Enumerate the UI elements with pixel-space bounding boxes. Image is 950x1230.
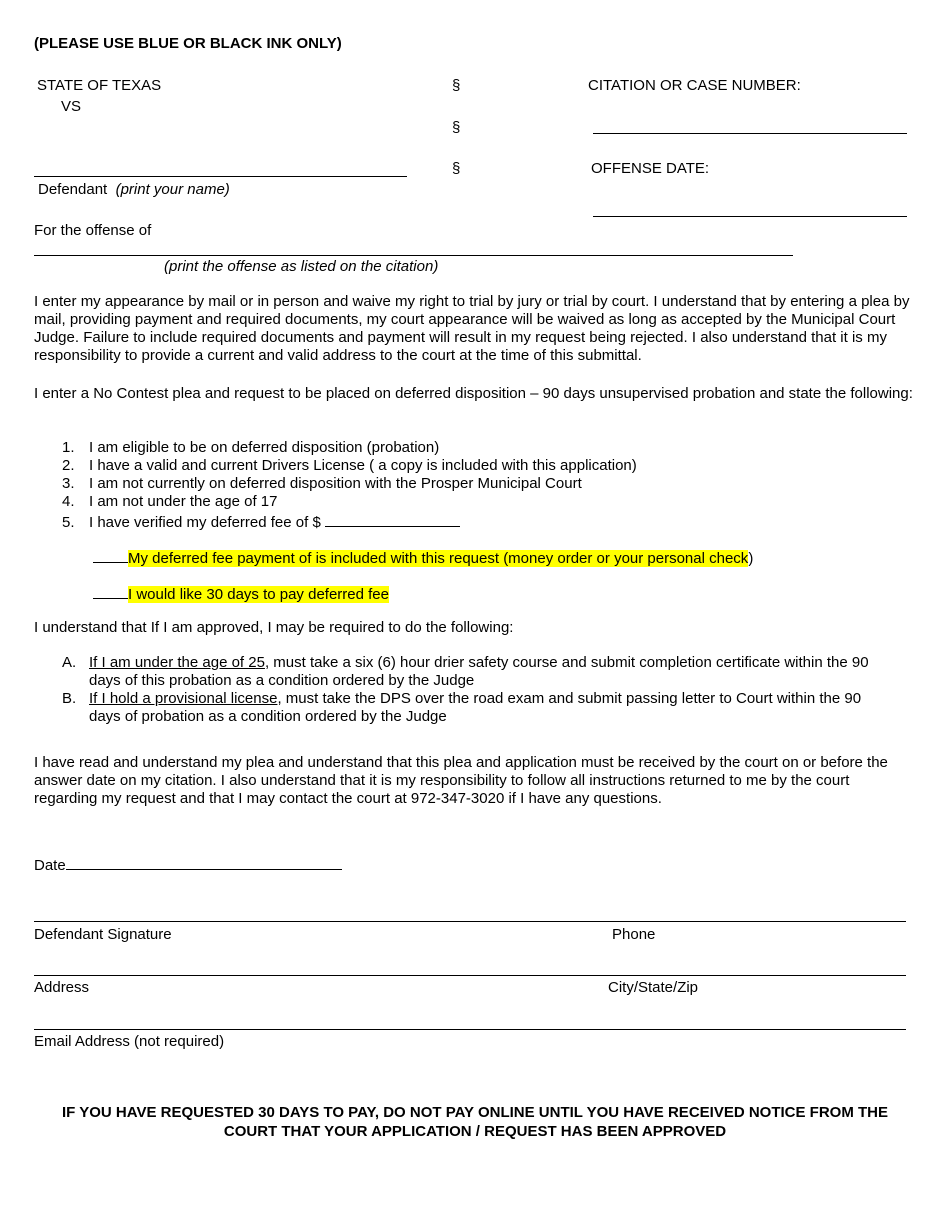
thirty-days-checkbox-line[interactable] [93,583,128,599]
footer-notice [30,1103,920,1141]
footer-line-2: COURT THAT YOUR APPLICATION / REQUEST HAS BEEN APPROVED [223,1123,727,1140]
defendant-signature-label: Defendant Signature [34,926,172,943]
fee-included-option: My deferred fee payment of is included with this request (money order or your personal check) [93,547,753,568]
statement-2: 2. I have a valid and current Drivers License ( a copy is included with this application) [62,457,637,474]
date-field[interactable] [66,854,342,870]
statement-4: 4. I am not under the age of 17 [62,493,278,510]
defendant-name-field[interactable] [34,176,407,177]
plea-paragraph: I enter a No Contest plea and request to be placed on deferred disposition – 90 days unsupervised probation and state the following: [34,385,913,402]
city-state-zip-label: City/State/Zip [608,979,699,996]
offense-date-label: OFFENSE DATE: [591,160,710,177]
citation-label: CITATION OR CASE NUMBER: [588,77,801,94]
section-symbol-3: § [452,160,461,177]
defendant-label: Defendant [38,181,108,198]
email-line[interactable] [34,1029,906,1030]
offense-date-field[interactable] [593,216,907,217]
closing-paragraph: I have read and understand my plea and understand that this plea and application must be received by the court on or before the answer date on my citation. I also understand that it is my responsibility to follow all instructions returned to me by the court regarding my request and that I may contact the court at 972-347-3020 if I have any questions. [34,754,888,807]
state-label: STATE OF TEXAS [37,77,162,94]
understand-intro: I understand that If I am approved, I may be required to do the following: [34,619,514,636]
section-symbol-1: § [452,77,461,94]
deferred-fee-field[interactable] [325,511,460,527]
date-row [34,854,342,874]
defendant-hint: (print your name) [115,181,230,198]
requirement-b: B. If I hold a provisional license, must take the DPS over the road exam and submit passing letter to Court within the 90 days of probation as a condition ordered by the Judge [62,690,862,725]
vs-label: VS [61,98,82,115]
phone-label: Phone [612,926,656,943]
email-label: Email Address (not required) [34,1033,225,1050]
address-line[interactable] [34,975,906,976]
signature-line[interactable] [34,921,906,922]
fee-included-text: My deferred fee payment of is included with this request (money order or your personal check [128,550,749,567]
thirty-days-option [93,583,389,604]
offense-field[interactable] [34,255,793,256]
statement-1: 1. I am eligible to be on deferred disposition (probation) [62,439,440,456]
defendant-label-row [38,181,230,198]
date-label: Date [34,857,66,874]
address-label: Address [34,979,90,996]
thirty-days-text: I would like 30 days to pay deferred fee [128,586,389,603]
appearance-paragraph: I enter my appearance by mail or in person and waive my right to trial by jury or trial by court. I understand that by entering a plea by mail, providing payment and required documents, my court appearance will be waived as long as accepted by the Municipal Court Judge. Failure to include required documents and payment will result in my request being rejected. I also understand that it is my responsibility to provide a current and valid address to the court at the time of this submittal. [34,293,910,364]
footer-line-1: IF YOU HAVE REQUESTED 30 DAYS TO PAY, DO NOT PAY ONLINE UNTIL YOU HAVE RECEIVED NOTICE FROM THE [62,1104,888,1121]
ink-notice: (PLEASE USE BLUE OR BLACK INK ONLY) [34,35,342,52]
requirement-a: A. If I am under the age of 25, must take a six (6) hour drier safety course and submit completion certificate within the 90 days of this probation as a condition ordered by the Judge [62,654,869,689]
statement-3: 3. I am not currently on deferred disposition with the Prosper Municipal Court [62,475,582,492]
section-symbol-2: § [452,119,461,136]
citation-number-field[interactable] [593,133,907,134]
fee-included-checkbox-line[interactable] [93,547,128,563]
statement-5: 5. I have verified my deferred fee of $ [62,511,460,532]
offense-label: For the offense of [34,222,152,239]
offense-hint: (print the offense as listed on the citation) [164,258,439,275]
